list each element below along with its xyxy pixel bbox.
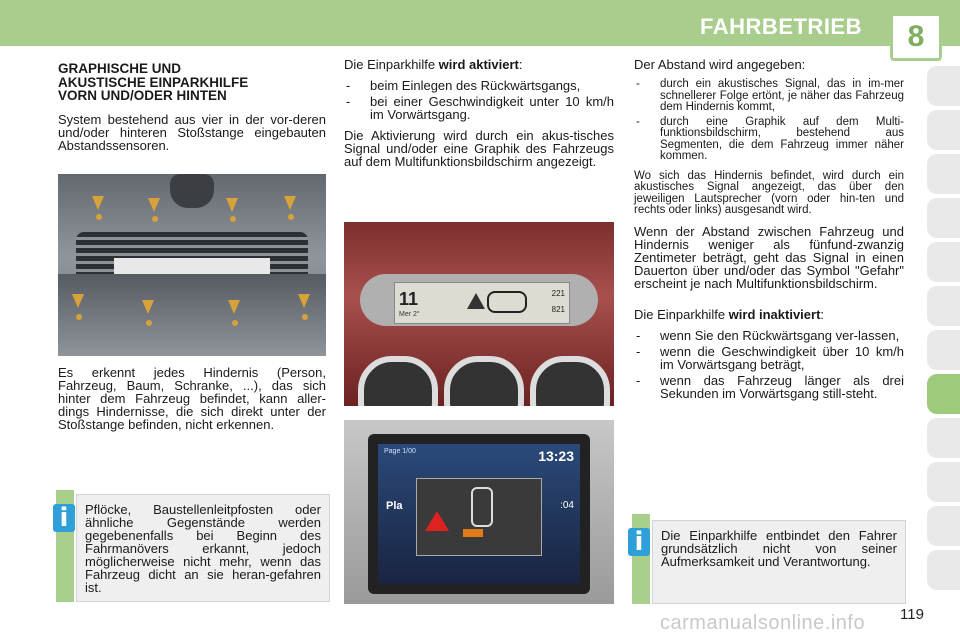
heading-line: GRAPHISCHE UND — [58, 61, 182, 76]
list-item: - durch eine Graphik auf dem Multi-funktionsbildschirm, bestehend aus Segmenten, die dem Fahrzeug immer näher kommen. — [634, 117, 904, 163]
info-text: Die Einparkhilfe entbindet den Fahrer grundsätzlich nicht von seiner Aufmerksamkeit und Verantwortung. — [661, 528, 897, 569]
distance-segment — [463, 529, 483, 537]
distance-list — [634, 79, 904, 163]
danger-warning-icon — [425, 511, 449, 531]
intro-paragraph: System bestehend aus vier in der vor-deren und/oder hinteren Stoßstange eingebauten Abstandssensoren. — [58, 111, 326, 153]
car-graphic-icon — [487, 291, 527, 313]
screen-value: :04 — [560, 500, 574, 511]
screen-label: Pla — [386, 500, 403, 512]
info-box-right — [652, 520, 906, 604]
side-tab[interactable] — [927, 330, 960, 370]
screen-page-label: Page 1/00 — [384, 448, 416, 455]
column-left — [58, 58, 326, 160]
sensor-dot — [230, 216, 236, 222]
lcd-screen — [394, 282, 570, 324]
side-tab[interactable] — [927, 462, 960, 502]
activation-suffix: : — [518, 57, 523, 72]
parking-popup — [416, 478, 542, 556]
column-right — [634, 58, 904, 408]
danger-note: Wenn der Abstand zwischen Fahrzeug und Hindernis weniger als fünfund-zwanzig Zentimeter beträgt, geht das Signal in einen Dauerton über und/oder das Symbol "Gefahr" erscheint je nach Multifunktionsbildschirm. — [634, 223, 904, 291]
sensor-dot — [76, 314, 82, 320]
side-tab[interactable] — [927, 66, 960, 106]
heading-line: AKUSTISCHE EINPARKHILFE — [58, 74, 249, 90]
peugeot-logo-shape — [170, 174, 214, 208]
warning-icon — [467, 293, 485, 309]
sensor-arrow-icon — [228, 300, 240, 314]
list-item: - beim Einlegen des Rückwärtsgangs, — [344, 79, 614, 92]
side-tab[interactable] — [927, 286, 960, 326]
deactivation-suffix: : — [820, 306, 825, 322]
chapter-side-tabs — [927, 66, 960, 594]
air-vent — [358, 356, 438, 406]
detection-paragraph: Es erkennt jedes Hindernis (Person, Fahrzeug, Baum, Schranke, ...), das sich hinter dem Fahrzeug befindet, kann aller-dings Hindernisse, die sich direkt unter der Stoßstange befinden, nicht erkennen. — [58, 365, 326, 432]
info-icon: i — [628, 528, 650, 556]
sensor-dot — [302, 314, 308, 320]
sensor-dot — [288, 214, 294, 220]
page-number: 119 — [900, 606, 924, 623]
lcd-km-bottom: 821 — [551, 305, 565, 314]
lcd-speed: 11 — [399, 289, 419, 309]
heading-line: VORN UND/ODER HINTEN — [58, 88, 227, 103]
deactivation-heading — [634, 308, 904, 321]
list-item: - durch ein akustisches Signal, das in im-mer schnellerer Folge ertönt, je näher das Fahrzeug dem Hindernis kommt, — [634, 79, 904, 114]
side-tab[interactable] — [927, 110, 960, 150]
sensor-arrow-icon — [298, 294, 310, 308]
chapter-number-badge: 8 — [890, 13, 942, 61]
speaker-note: Wo sich das Hindernis befindet, wird durch ein akustisches Signal angezeigt, das über den jeweiligen Lautsprecher (vorn oder hin-ten und rechts oder links) ausgesandt wird. — [634, 169, 904, 216]
rear-bumper — [58, 274, 326, 356]
side-tab[interactable] — [927, 418, 960, 458]
multifunction-screen-photo — [344, 420, 614, 604]
distance-intro: Der Abstand wird angegeben: — [634, 57, 806, 72]
side-tab[interactable] — [927, 154, 960, 194]
deactivation-list — [634, 329, 904, 400]
info-box-left — [76, 494, 330, 602]
info-icon: i — [53, 504, 75, 532]
screen-time: 13:23 — [538, 448, 574, 464]
sensor-dot — [146, 320, 152, 326]
watermark: carmanualsonline.info — [660, 612, 866, 634]
list-item: - bei einer Geschwindigkeit unter 10 km/h im Vorwärtsgang. — [344, 95, 614, 121]
sensor-dot — [96, 214, 102, 220]
sensor-dot — [152, 216, 158, 222]
deactivation-prefix: Die Einparkhilfe — [634, 306, 729, 322]
list-item: - wenn das Fahrzeug länger als drei Sekunden im Vorwärtsgang still-steht. — [634, 374, 904, 400]
column-middle — [344, 58, 614, 176]
sensor-arrow-icon — [142, 300, 154, 314]
detection-text — [58, 366, 326, 439]
info-text: Pflöcke, Baustellenleitpfosten oder ähnliche Gegenstände werden gegebenenfalls bei Beginn des Fahrmanövers erkannt, jedoch möglicherweise nicht mehr, wenn das Fahrzeug dicht an sie heran-gefahren ist. — [85, 502, 321, 595]
sensor-arrow-icon — [92, 196, 104, 210]
multifunction-screen — [378, 444, 580, 584]
side-tab[interactable] — [927, 550, 960, 590]
side-tab[interactable] — [927, 198, 960, 238]
sensor-arrow-icon — [284, 196, 296, 210]
instrument-display-photo — [344, 222, 614, 406]
list-item: - wenn die Geschwindigkeit über 10 km/h im Vorwärtsgang beträgt, — [634, 345, 904, 371]
chapter-title: FAHRBETRIEB — [700, 14, 862, 39]
lcd-km-top: 221 — [551, 289, 565, 298]
side-tab[interactable] — [927, 506, 960, 546]
air-vent — [530, 356, 610, 406]
activation-list — [344, 79, 614, 121]
activation-heading — [344, 58, 614, 71]
activation-note: Die Aktivierung wird durch ein akus-tisches Signal und/oder eine Graphik des Fahrzeugs auf dem Multifunktionsbildschirm angezeigt. — [344, 128, 614, 169]
activation-prefix: Die Einparkhilfe — [344, 57, 439, 72]
car-graphic-icon — [471, 487, 493, 527]
side-tab[interactable] — [927, 242, 960, 282]
lcd-unit: Mer 2° — [399, 311, 420, 318]
bumper-sensors-photo — [58, 174, 326, 356]
activation-bold: wird aktiviert — [438, 57, 519, 72]
sensor-arrow-icon — [72, 294, 84, 308]
deactivation-bold: wird inaktiviert — [728, 306, 821, 322]
air-vent — [444, 356, 524, 406]
side-tab-active-chapter[interactable] — [927, 374, 960, 414]
sensor-arrow-icon — [148, 198, 160, 212]
list-item: - wenn Sie den Rückwärtsgang ver-lassen, — [634, 329, 904, 342]
sensor-arrow-icon — [226, 198, 238, 212]
sensor-dot — [232, 320, 238, 326]
section-heading — [58, 62, 326, 103]
